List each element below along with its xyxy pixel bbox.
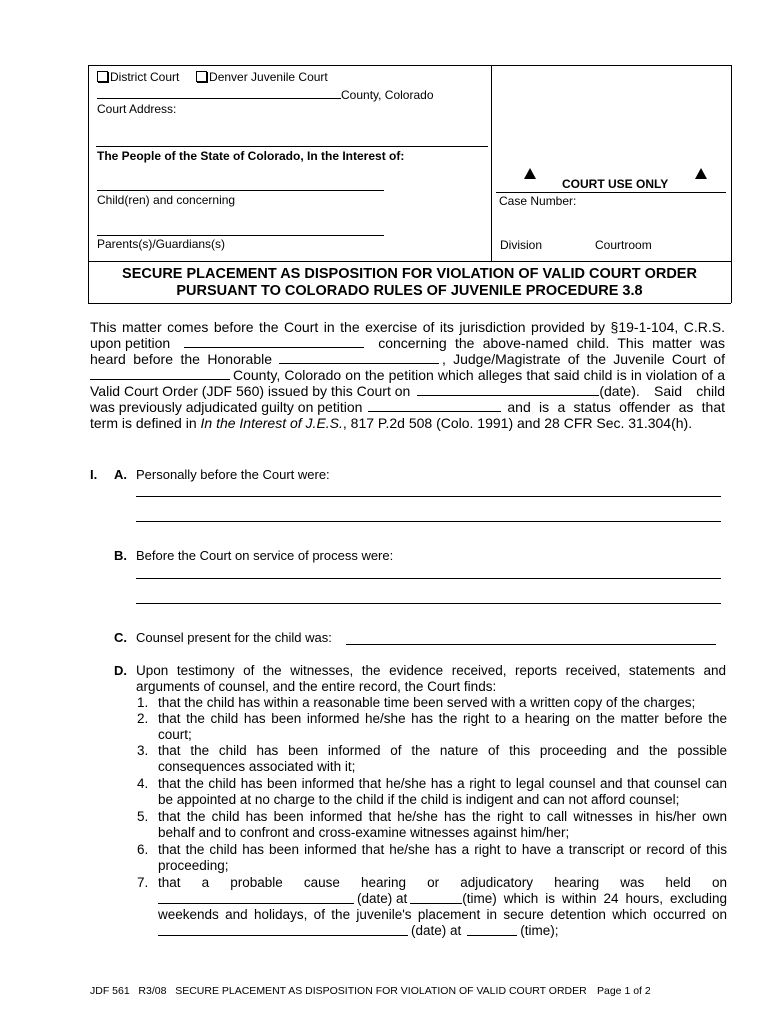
term-defined-text: term is defined in xyxy=(90,415,197,431)
denver-juvenile-court-checkbox[interactable] xyxy=(196,71,207,82)
finding-item xyxy=(137,695,727,711)
form-title xyxy=(88,266,731,300)
form-title-line-1: SECURE PLACEMENT AS DISPOSITION FOR VIOLATION OF VALID COURT ORDER xyxy=(122,266,697,282)
date-at-text: (date) at xyxy=(357,891,408,906)
finding-item xyxy=(137,743,727,775)
judge-name-field[interactable] xyxy=(279,363,439,364)
finding-text: that the child has been informed that he/she has a right to legal counsel and that counsel can be appointed at no charge to the child if the child is indigent and can not afford counsel; xyxy=(158,776,727,807)
children-label: Child(ren) and concerning xyxy=(97,193,236,207)
parents-label: Parents(s)/Guardians(s) xyxy=(97,237,226,251)
finding-text: that the child has within a reasonable time been served with a written copy of the charges; xyxy=(158,695,696,710)
order-issued-text: Valid Court Order (JDF 560) issued by this Court on xyxy=(90,383,411,399)
child-name-field[interactable] xyxy=(97,190,384,191)
intro-line-4-text: County, Colorado on the petition which alleges that said child is in violation of a xyxy=(233,367,725,383)
footer-page-number: Page 1 of 2 xyxy=(597,985,651,997)
finding-7-line-3: weekends and holidays, of the juvenile's placement in secure detention which occurred on xyxy=(158,907,727,922)
honorable-label: heard before the Honorable xyxy=(90,351,272,367)
finding-item xyxy=(137,776,727,808)
courtroom-label: Courtroom xyxy=(595,238,652,252)
finding-number: 4. xyxy=(137,776,149,791)
finding-number: 1. xyxy=(137,695,149,710)
triangle-up-icon xyxy=(695,168,707,180)
petition-number-field[interactable] xyxy=(184,347,364,348)
denver-juvenile-court-label: Denver Juvenile Court xyxy=(209,70,328,84)
present-persons-line-1[interactable] xyxy=(136,496,721,497)
section-b-text: Before the Court on service of process were: xyxy=(136,548,394,563)
section-d-line-1: Upon testimony of the witnesses, the evidence received, reports received, statements and xyxy=(136,663,726,678)
within-24-hours-text: (time) which is within 24 hours, excluding xyxy=(462,891,727,906)
finding-text: that the child has been informed that he/she has the right to call witnesses in his/her own behalf and to confront and cross-examine witnesses against him/her; xyxy=(158,809,727,840)
date-at-text-2: (date) at xyxy=(411,923,462,938)
intro-paragraph xyxy=(90,319,725,431)
finding-number: 6. xyxy=(137,842,149,857)
finding-number: 5. xyxy=(137,809,149,824)
section-c-letter: C. xyxy=(114,630,127,645)
case-number-label: Case Number: xyxy=(499,194,577,208)
district-court-label: District Court xyxy=(110,70,180,84)
finding-7-line-1: that a probable cause hearing or adjudicatory hearing was held on xyxy=(158,875,727,890)
intro-line-7 xyxy=(90,415,725,431)
section-a-text: Personally before the Court were: xyxy=(136,467,330,482)
finding-item xyxy=(137,711,727,743)
judge-magistrate-text: , Judge/Magistrate of the Juvenile Court of xyxy=(442,351,725,367)
counsel-name-field[interactable] xyxy=(346,644,716,645)
detention-time-field[interactable] xyxy=(467,935,517,936)
division-label: Division xyxy=(500,238,543,252)
form-title-line-2: PURSUANT TO COLORADO RULES OF JUVENILE PROCEDURE 3.8 xyxy=(176,283,643,299)
triangle-up-icon xyxy=(524,168,536,180)
people-heading: The People of the State of Colorado, In the Interest of: xyxy=(97,149,405,163)
section-d-letter: D. xyxy=(114,663,127,678)
district-court-checkbox[interactable] xyxy=(97,71,108,82)
finding-text: that the child has been informed that he/she has a right to have a transcript or record of this proceeding; xyxy=(158,842,727,873)
order-date-field[interactable] xyxy=(417,395,599,396)
service-persons-line-1[interactable] xyxy=(136,578,721,579)
hearing-time-field[interactable] xyxy=(410,903,462,904)
citation-text: , 817 P.2d 508 (Colo. 1991) and 28 CFR Sec. 31.304(h). xyxy=(342,415,693,431)
adjudicated-petition-field[interactable] xyxy=(368,411,501,412)
section-d-intro xyxy=(136,663,726,695)
finding-7 xyxy=(137,875,727,939)
status-offender-text: and is a status offender as that xyxy=(507,399,725,415)
court-type-options xyxy=(97,70,328,85)
adjudicated-text: was previously adjudicated guilty on petition xyxy=(90,399,363,415)
finding-text: that the child has been informed of the nature of this proceeding and the possible consequences associated with it; xyxy=(158,743,727,774)
county-suffix: County, Colorado xyxy=(341,88,434,102)
finding-number: 2. xyxy=(137,711,149,726)
service-persons-line-2[interactable] xyxy=(136,603,721,604)
section-c-text: Counsel present for the child was: xyxy=(136,630,332,645)
county-name-field[interactable] xyxy=(97,87,341,99)
case-citation: In the Interest of J.E.S. xyxy=(200,415,343,431)
footer-form-id: JDF 561 R3/08 SECURE PLACEMENT AS DISPOSITION FOR VIOLATION OF VALID COURT ORDER xyxy=(90,985,587,997)
time-text: (time); xyxy=(520,923,559,938)
present-persons-line-2[interactable] xyxy=(136,521,721,522)
detention-date-field[interactable] xyxy=(158,935,408,936)
section-a-letter: A. xyxy=(114,467,127,482)
court-use-only-label: COURT USE ONLY xyxy=(562,177,669,191)
court-address-label: Court Address: xyxy=(97,102,177,116)
finding-text: that the child has been informed he/she has the right to a hearing on the matter before the court; xyxy=(158,711,727,742)
finding-item xyxy=(137,809,727,841)
county-line xyxy=(97,87,434,103)
upon-petition-label: upon petition xyxy=(90,335,171,351)
said-child-text: (date). Said child xyxy=(599,383,725,399)
section-d-line-2: arguments of counsel, and the entire record, the Court finds: xyxy=(136,679,497,694)
section-b-letter: B. xyxy=(114,548,127,563)
section-i-numeral: I. xyxy=(90,467,98,482)
finding-item xyxy=(137,842,727,874)
finding-number: 7. xyxy=(137,875,149,890)
hearing-date-field[interactable] xyxy=(158,903,354,904)
finding-number: 3. xyxy=(137,743,149,758)
intro-line-2-text: concerning the above-named child. This matter was xyxy=(378,335,725,351)
parents-name-field[interactable] xyxy=(97,235,384,236)
juvenile-court-county-field[interactable] xyxy=(90,379,230,380)
intro-line-1: This matter comes before the Court in the exercise of its jurisdiction provided by §19-1-104, C.R.S. xyxy=(90,319,725,335)
